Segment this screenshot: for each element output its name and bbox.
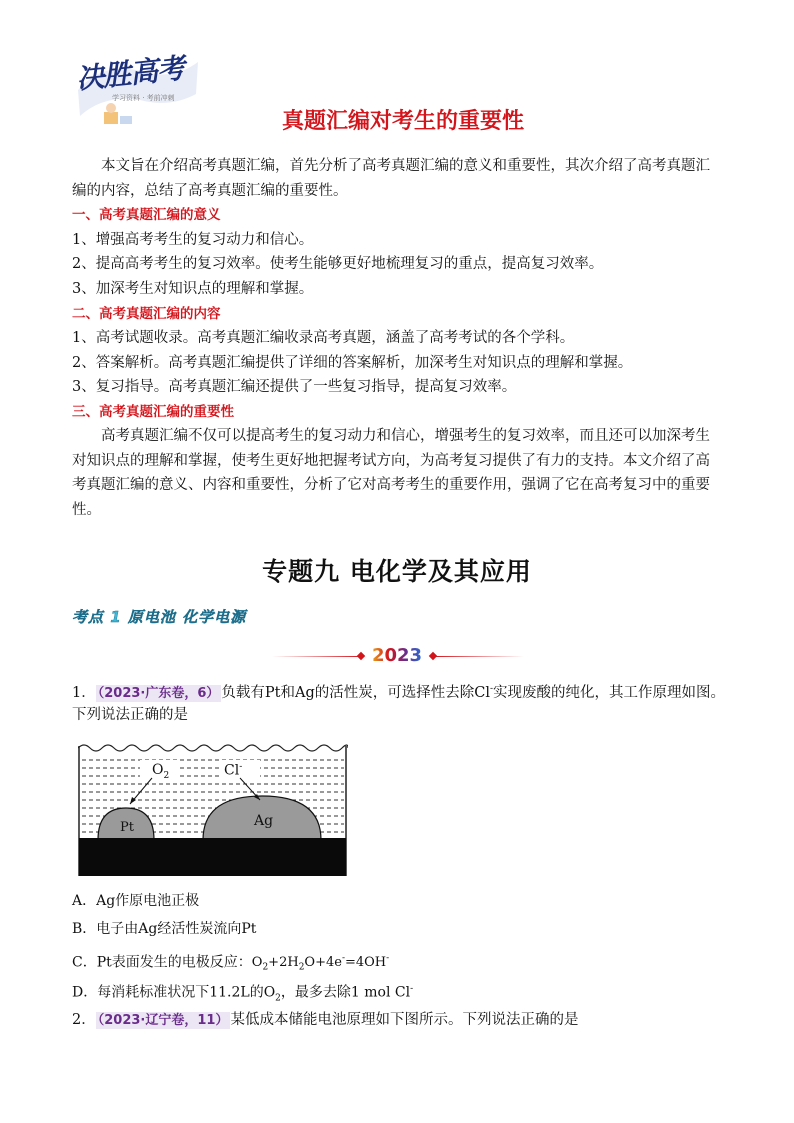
year-divider-right <box>434 656 524 657</box>
kaodian-heading: 考点 1 原电池 化学电源 <box>72 608 247 626</box>
o2-label: $O_2$ <box>152 762 170 781</box>
year-label: 2023 <box>371 645 423 666</box>
section-1-item: 3、加深考生对知识点的理解和掌握。 <box>72 281 314 297</box>
electrode-diagram <box>78 738 348 878</box>
section-heading-3: 三、高考真题汇编的重要性 <box>72 404 234 420</box>
pt-label: Pt <box>120 820 134 835</box>
question-source: （2023·广东卷，6） <box>97 685 220 701</box>
cl-label: Cl- <box>224 762 243 779</box>
section-2-item: 3、复习指导。高考真题汇编还提供了一些复习指导，提高复习效率。 <box>72 379 517 395</box>
conclusion-paragraph: 高考真题汇编不仅可以提高考生的复习动力和信心，增强考生的复习效率，而且还可以加深考生对知识点的理解和掌握，使考生更好地把握考试方向，为高考复习提供了有力的支持。本文介绍了高考真题汇编的意义、内容和重要性，分析了它对高考考生的重要作用，强调了它在高考复习中的重要性。 <box>72 428 710 518</box>
section-2-item: 2、答案解析。高考真题汇编提供了详细的答案解析，加深考生对知识点的理解和掌握。 <box>72 355 633 371</box>
option-c: C．Pt表面发生的电极反应：$O_2+2H_2O+4e^-=4OH^-$ <box>72 954 390 973</box>
question-source: （2023·辽宁卷，11） <box>97 1013 229 1028</box>
question-1-stem: 1． （2023·广东卷，6） 负载有Pt和Ag的活性炭，可选择性去除Cl-实现废酸的纯化，其工作原理如图。 <box>72 684 726 701</box>
section-heading-2: 二、高考真题汇编的内容 <box>72 306 221 322</box>
option-d: D．每消耗标准状况下11.2L的$O_2$，最多去除1 mol Cl- <box>72 984 414 1004</box>
ag-label: Ag <box>254 813 274 829</box>
question-1-stem-line2: 下列说法正确的是 <box>72 707 188 723</box>
logo-text: 决胜高考 <box>74 51 186 96</box>
question-2-stem: 2． （2023·辽宁卷，11） 某低成本储能电池原理如下图所示。下列说法正确的是 <box>72 1012 579 1028</box>
topic-title: 专题九 电化学及其应用 <box>262 557 532 586</box>
intro-paragraph: 本文旨在介绍高考真题汇编，首先分析了高考真题汇编的意义和重要性，其次介绍了高考真题汇编的内容，总结了高考真题汇编的重要性。 <box>72 158 710 199</box>
page-title: 真题汇编对考生的重要性 <box>281 109 524 134</box>
section-1-item: 2、提高高考考生的复习效率。使考生能够更好地梳理复习的重点，提高复习效率。 <box>72 256 604 272</box>
option-a: A．Ag作原电池正极 <box>72 893 200 909</box>
section-1-item: 1、增强高考考生的复习动力和信心。 <box>72 232 314 248</box>
section-heading-1: 一、高考真题汇编的意义 <box>72 207 221 223</box>
section-2-item: 1、高考试题收录。高考真题汇编收录高考真题，涵盖了高考考试的各个学科。 <box>72 330 575 346</box>
option-b: B．电子由Ag经活性炭流向Pt <box>72 921 257 937</box>
logo-subtext: 学习资料 · 考前冲刺 <box>112 94 175 102</box>
